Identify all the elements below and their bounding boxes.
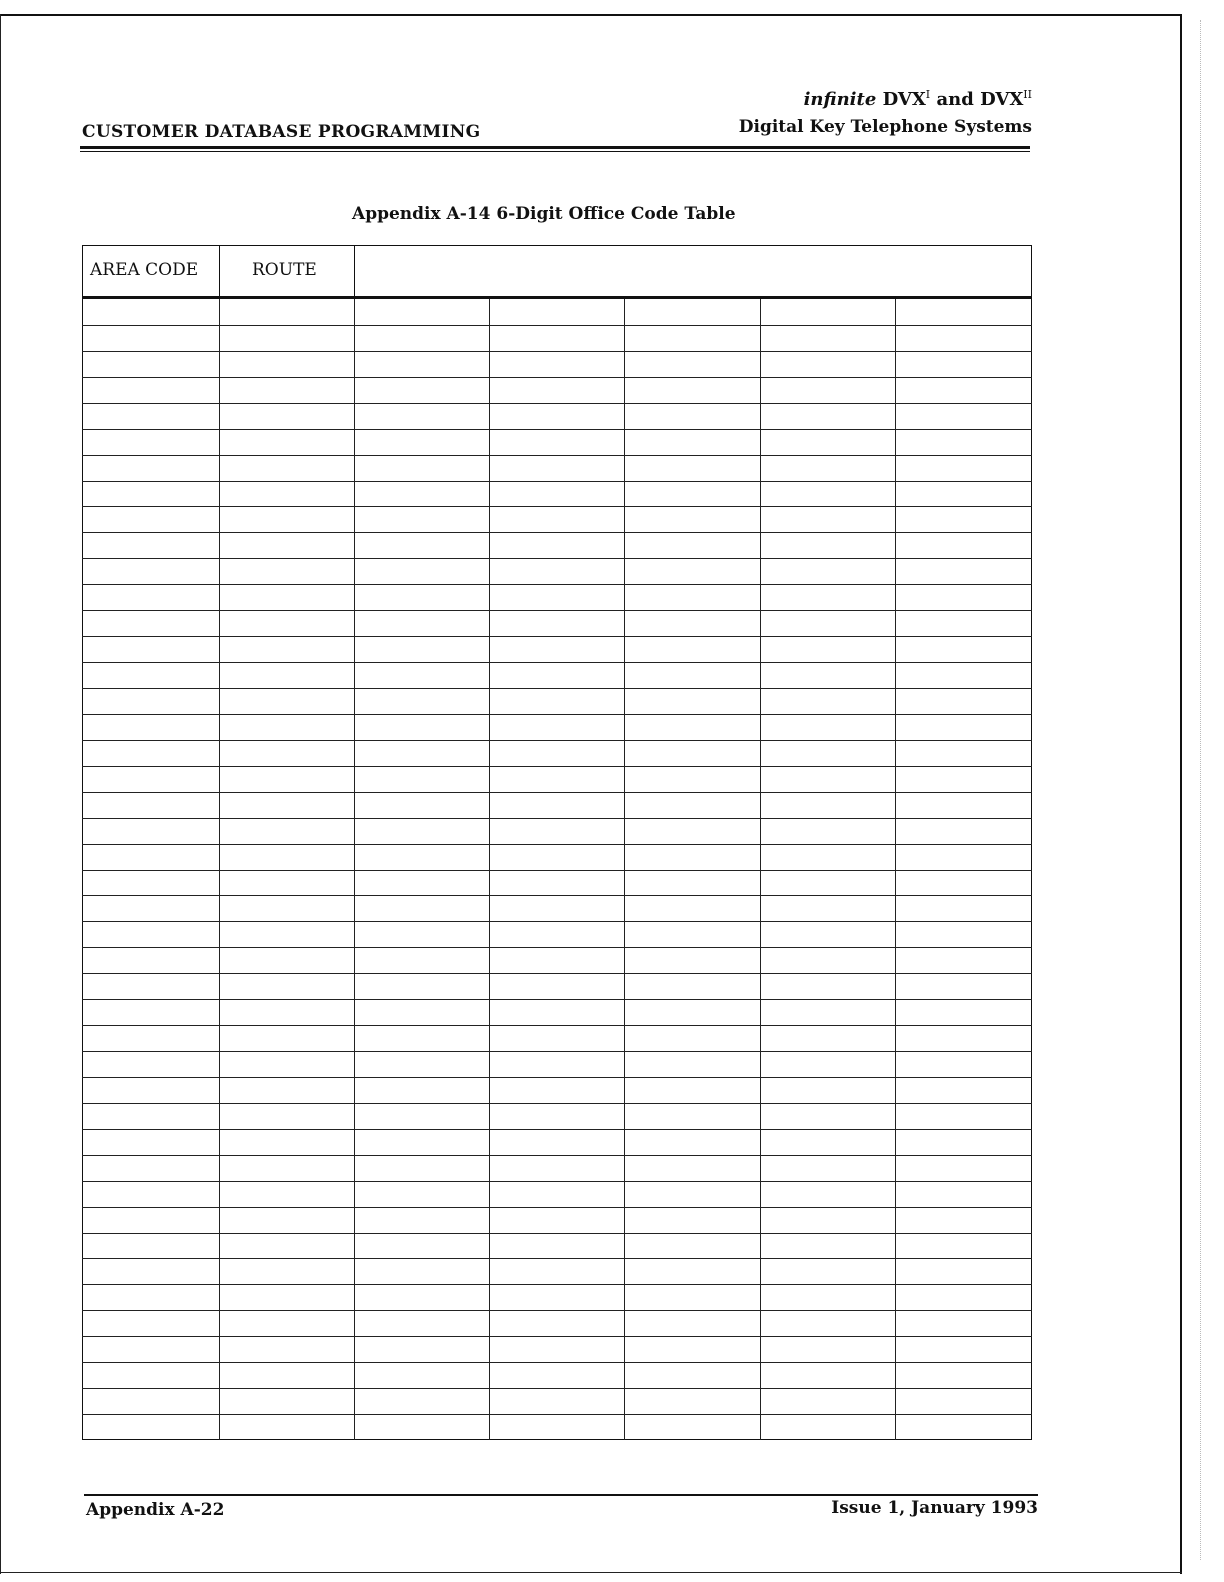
section-title: CUSTOMER DATABASE PROGRAMMING (82, 122, 481, 142)
table-column-line (489, 299, 490, 1440)
table-row-line (82, 895, 1032, 896)
table-row-line (82, 610, 1032, 611)
table-row-line (82, 973, 1032, 974)
table-row-line (82, 429, 1032, 430)
table-row-line (82, 1129, 1032, 1130)
table-row-line (82, 351, 1032, 352)
table-row-line (82, 1258, 1032, 1259)
table-row-line (82, 947, 1032, 948)
table-row-line (82, 1310, 1032, 1311)
table-row-line (82, 792, 1032, 793)
product-name-1: DVX (882, 89, 926, 110)
table-row-line (82, 1362, 1032, 1363)
table-row-line (82, 455, 1032, 456)
table-row-line (82, 1388, 1032, 1389)
table-row-line (82, 688, 1032, 689)
table-row-line (82, 377, 1032, 378)
scan-edge-dots (1200, 20, 1201, 1560)
table-row-line (82, 870, 1032, 871)
table-row-line (82, 844, 1032, 845)
table-row-line (82, 1414, 1032, 1415)
table-row-line (82, 506, 1032, 507)
product-conj: and (936, 89, 974, 110)
table-row-line (82, 1077, 1032, 1078)
table-row-line (82, 584, 1032, 585)
product-title (804, 88, 1032, 110)
header-divider-1 (219, 245, 220, 297)
table-row-line (82, 636, 1032, 637)
table-row-line (82, 714, 1032, 715)
table-column-line (219, 299, 220, 1440)
issue-date: Issue 1, January 1993 (831, 1498, 1038, 1518)
table-row-line (82, 1284, 1032, 1285)
page-border-right (1180, 14, 1182, 1574)
page-border-left (0, 14, 1, 1574)
table-column-line (624, 299, 625, 1440)
table-row-line (82, 999, 1032, 1000)
footer-rule (84, 1494, 1038, 1496)
table-row-line (82, 921, 1032, 922)
header-bottom-rule (82, 296, 1032, 299)
product-sup-2: II (1023, 88, 1032, 101)
table-row-line (82, 1233, 1032, 1234)
table-row-line (82, 740, 1032, 741)
table-row-line (82, 1103, 1032, 1104)
table-row-line (82, 662, 1032, 663)
table-border (82, 245, 1032, 1440)
page-border-top (0, 14, 1182, 16)
column-header-route: ROUTE (252, 260, 317, 280)
product-subtitle: Digital Key Telephone Systems (738, 117, 1032, 137)
product-sup-1: I (925, 88, 931, 101)
page-border-bottom (0, 1572, 1182, 1573)
table-row-line (82, 1336, 1032, 1337)
table-row-line (82, 325, 1032, 326)
table-row-line (82, 1181, 1032, 1182)
table-row-line (82, 403, 1032, 404)
product-prefix: infinite (803, 89, 877, 110)
table-row-line (82, 1207, 1032, 1208)
header-divider-2 (354, 245, 355, 297)
product-name-2: DVX (980, 89, 1024, 110)
table-row-line (82, 481, 1032, 482)
table-row-line (82, 1155, 1032, 1156)
table-row-line (82, 818, 1032, 819)
table-row-line (82, 558, 1032, 559)
table-row-line (82, 1025, 1032, 1026)
column-header-area-code: AREA CODE (90, 260, 199, 280)
table-column-line (895, 299, 896, 1440)
table-title: Appendix A-14 6-Digit Office Code Table (352, 204, 736, 224)
header-rule (80, 146, 1030, 149)
table-row-line (82, 532, 1032, 533)
header-rule-thin (80, 151, 1030, 152)
table-row-line (82, 1051, 1032, 1052)
table-column-line (354, 299, 355, 1440)
table-column-line (760, 299, 761, 1440)
table-row-line (82, 766, 1032, 767)
page-label: Appendix A-22 (86, 1500, 225, 1520)
